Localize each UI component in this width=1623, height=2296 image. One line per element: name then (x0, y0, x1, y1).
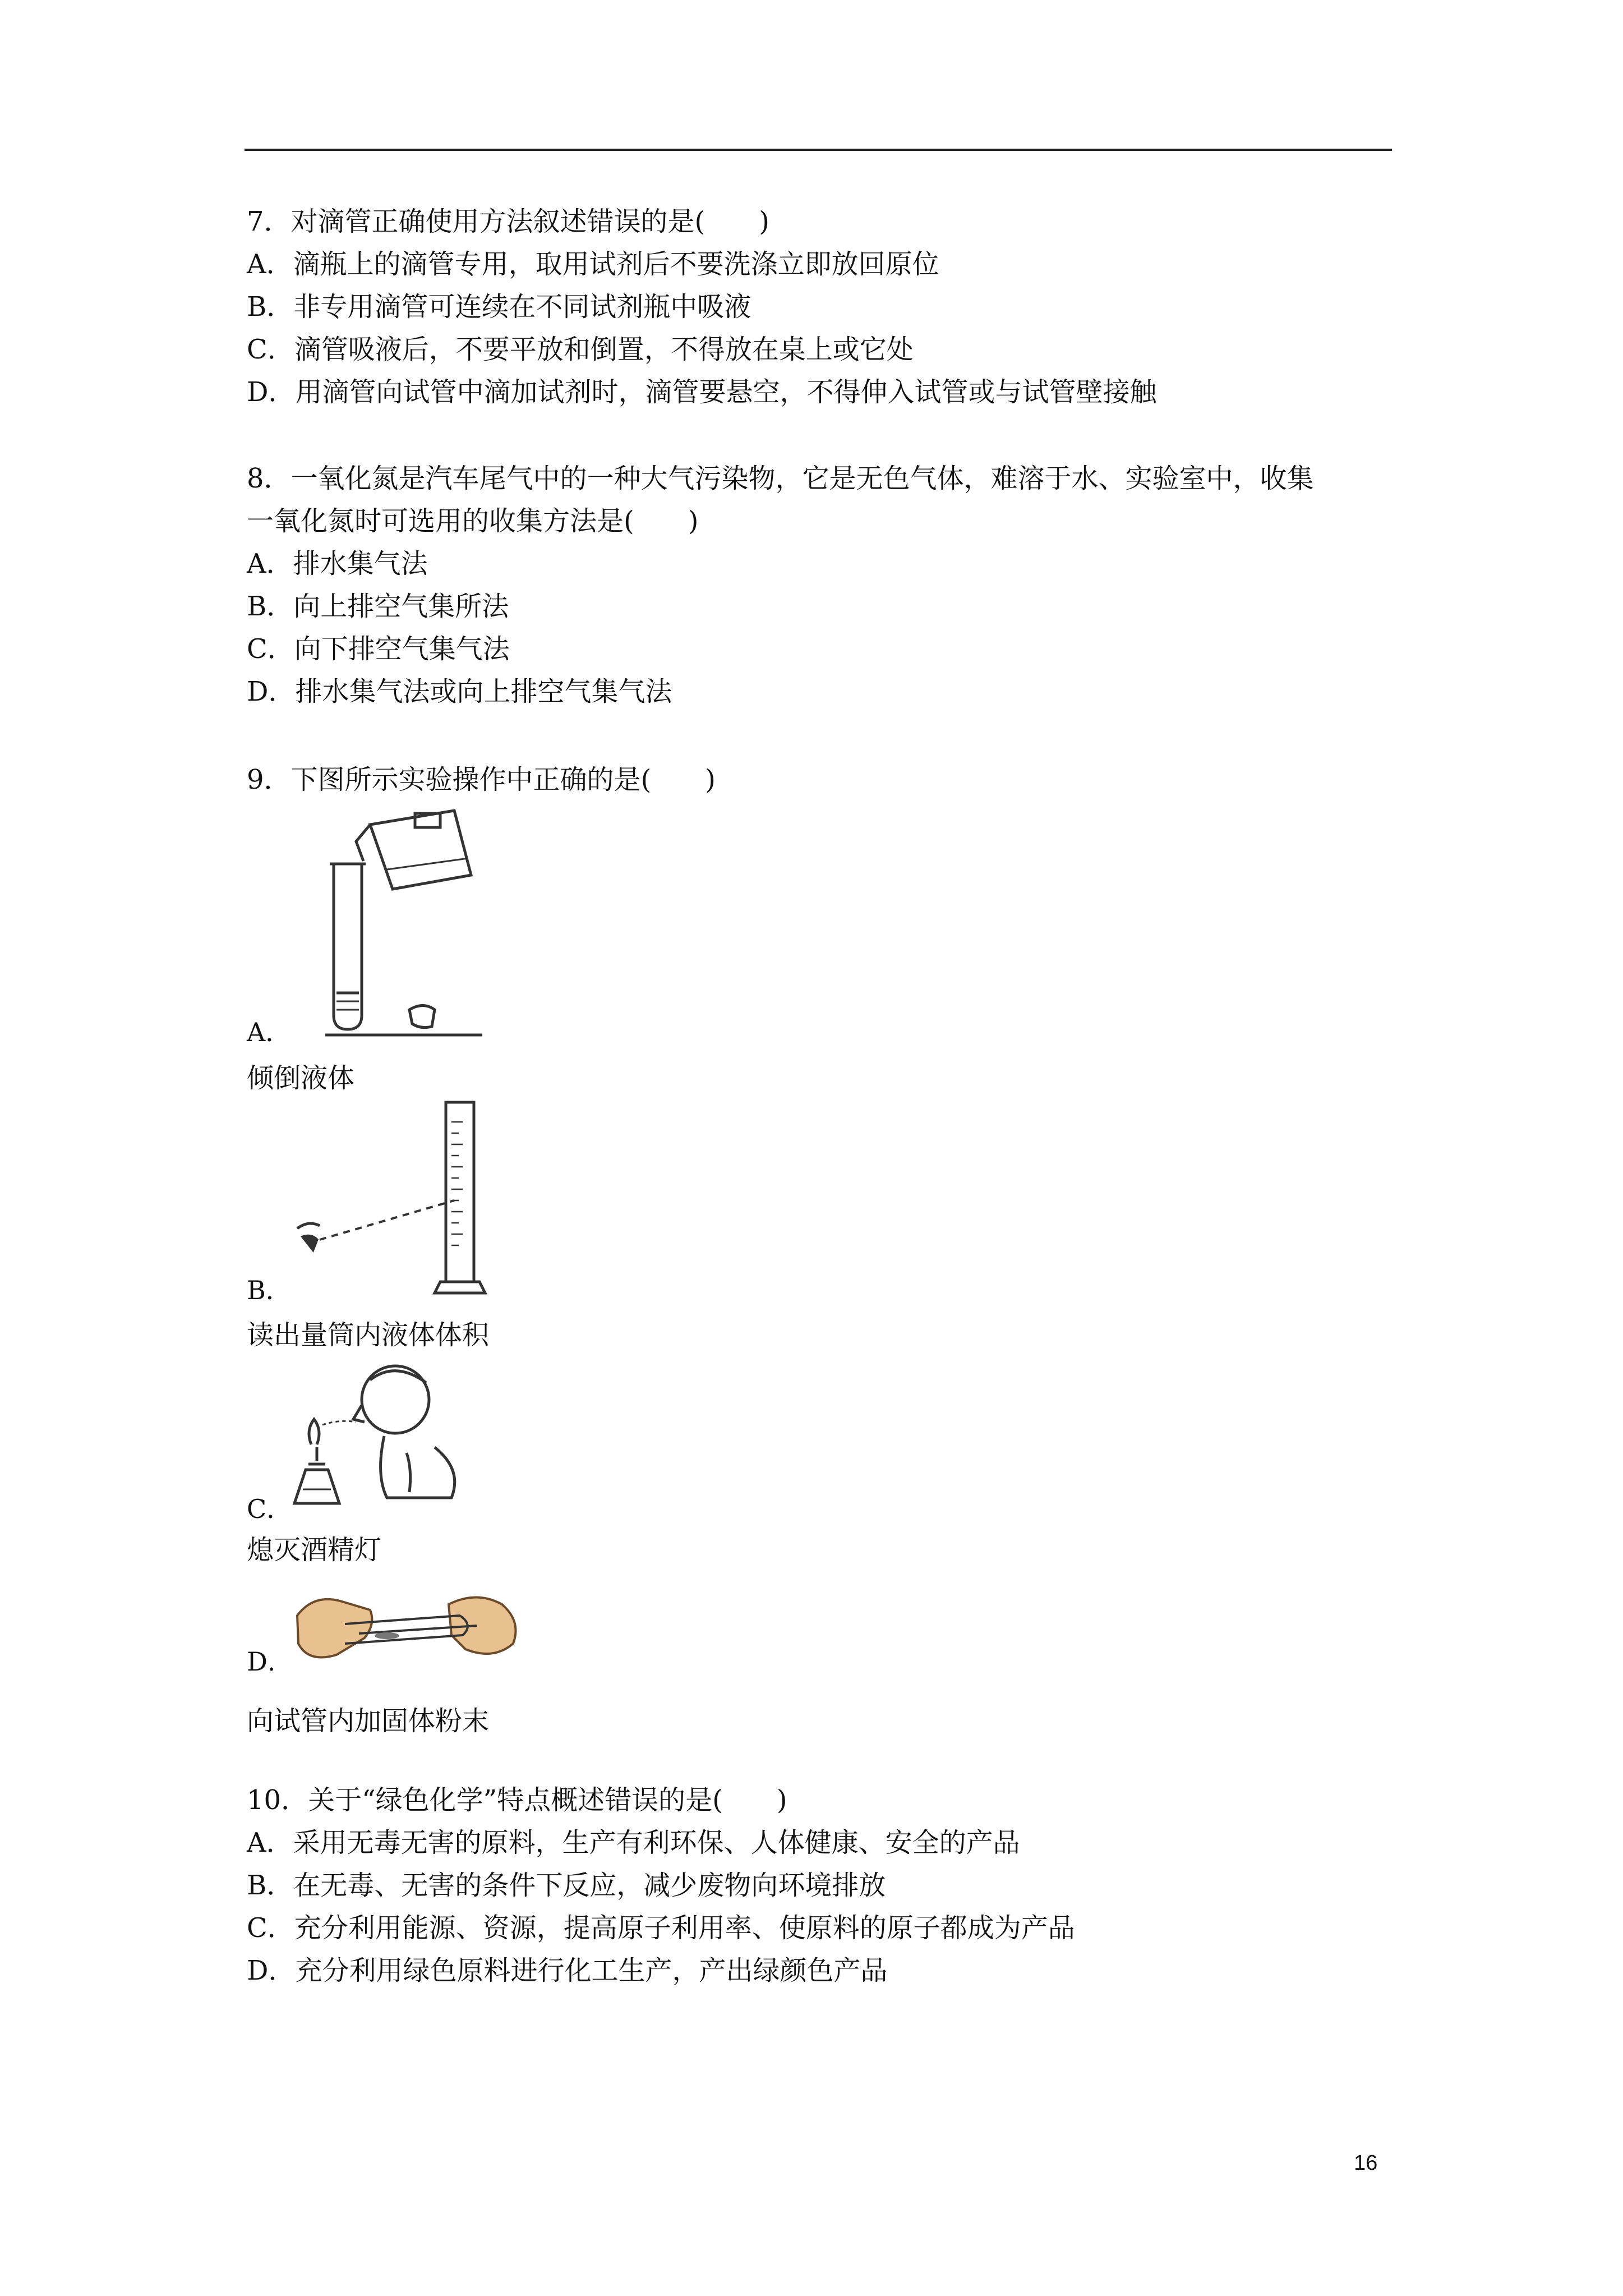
question-8-option-c: C．向下排空气集气法 (247, 633, 510, 665)
question-10-option-b: B．在无毒、无害的条件下反应，减少废物向环境排放 (247, 1870, 886, 1901)
question-9 (247, 758, 1396, 801)
figure-a-caption: 倾倒液体 (247, 1062, 355, 1094)
figure-c-caption: 熄灭酒精灯 (247, 1534, 382, 1566)
question-8-option-d: D．排水集气法或向上排空气集气法 (247, 676, 672, 707)
question-7-option-b: B．非专用滴管可连续在不同试剂瓶中吸液 (247, 291, 751, 323)
question-8-stem-line2: 一氧化氮时可选用的收集方法是( ) (247, 505, 699, 537)
figure-d-caption: 向试管内加固体粉末 (247, 1705, 490, 1737)
question-7-option-a: A．滴瓶上的滴管专用，取用试剂后不要洗涤立即放回原位 (247, 249, 939, 280)
figure-a-label: A． (247, 1017, 292, 1047)
extinguish-alcohol-lamp-icon (283, 1358, 474, 1515)
question-10-stem: 10．关于“绿色化学”特点概述错误的是( ) (247, 1784, 787, 1816)
pouring-liquid-icon (303, 808, 488, 1043)
figure-c-label: C． (247, 1494, 293, 1524)
question-7-stem: 7．对滴管正确使用方法叙述错误的是( ) (247, 206, 769, 237)
figure-d-label: D． (247, 1646, 293, 1677)
question-8-option-b: B．向上排空气集所法 (247, 591, 509, 622)
graduated-cylinder-reading-icon (286, 1099, 510, 1301)
header-rule (245, 149, 1392, 151)
figure-b-label: B． (247, 1275, 292, 1305)
question-7 (247, 200, 1396, 413)
question-10-option-a: A．采用无毒无害的原料，生产有利环保、人体健康、安全的产品 (247, 1827, 1020, 1858)
question-8 (247, 457, 1396, 713)
adding-powder-test-tube-icon (292, 1582, 527, 1677)
question-10-option-c: C．充分利用能源、资源，提高原子利用率、使原料的原子都成为产品 (247, 1912, 1075, 1944)
question-8-stem-line1: 8．一氧化氮是汽车尾气中的一种大气污染物，它是无色气体，难溶于水、实验室中，收集 (247, 463, 1314, 494)
page-number: 16 (1354, 2151, 1378, 2175)
question-8-option-a: A．排水集气法 (247, 548, 428, 579)
figure-b-caption: 读出量筒内液体体积 (247, 1319, 490, 1351)
question-7-option-d: D．用滴管向试管中滴加试剂时，滴管要悬空，不得伸入试管或与试管壁接触 (247, 376, 1157, 408)
question-10-option-d: D．充分利用绿色原料进行化工生产，产出绿颜色产品 (247, 1955, 888, 1986)
question-10 (247, 1779, 1396, 1992)
question-9-stem: 9．下图所示实验操作中正确的是( ) (247, 764, 716, 795)
question-7-option-c: C．滴管吸液后，不要平放和倒置，不得放在桌上或它处 (247, 334, 914, 365)
